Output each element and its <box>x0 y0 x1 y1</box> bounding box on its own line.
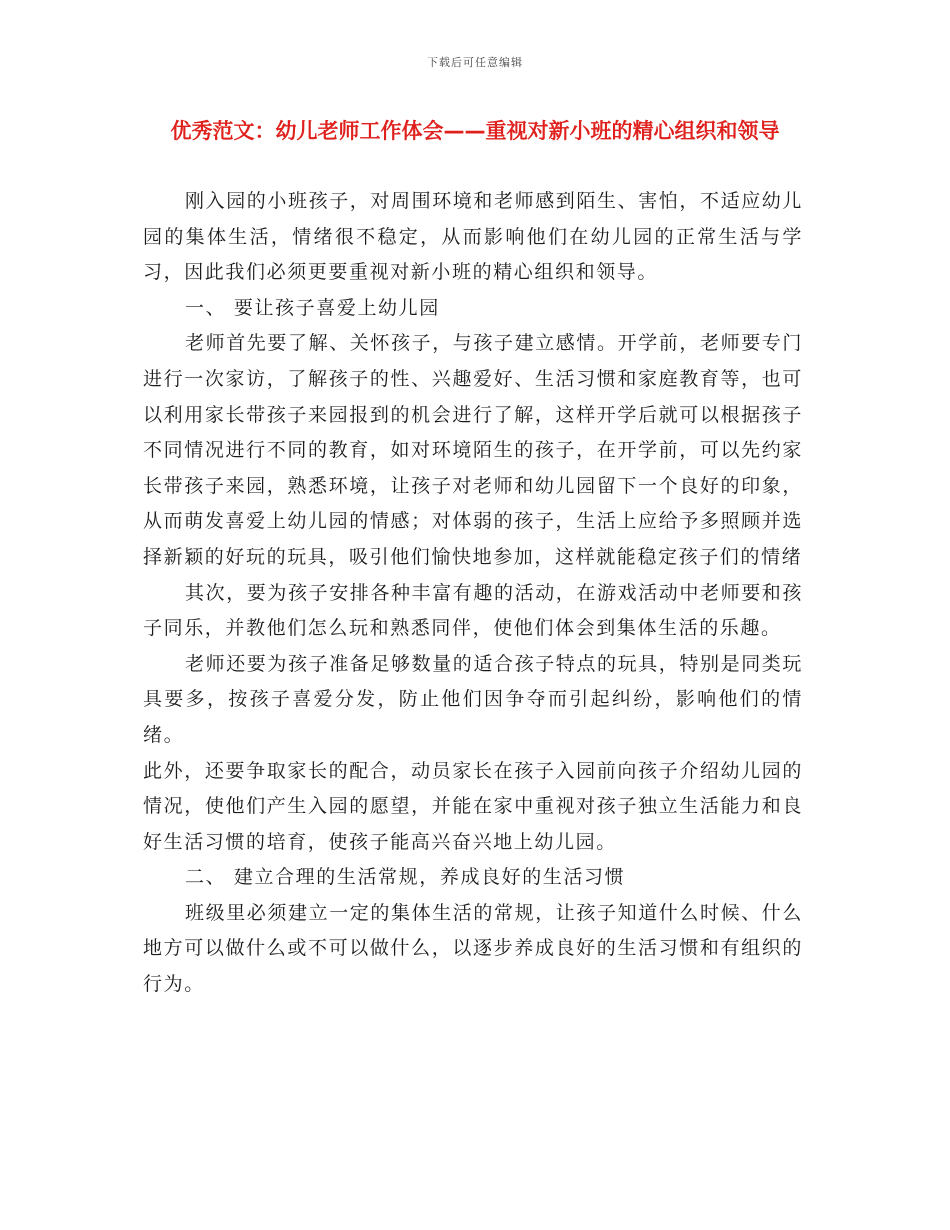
paragraph-intro: 刚入园的小班孩子，对周围环境和老师感到陌生、害怕，不适应幼儿园的集体生活，情绪很不稳定，从而影响他们在幼儿园的正常生活与学习，因此我们必须更要重视对新小班的精心组织和领导。 <box>143 190 804 284</box>
paragraph: 班级里必须建立一定的集体生活的常规，让孩子知道什么时候、什么地方可以做什么或不可以做什么，以逐步养成良好的生活习惯和有组织的行为。 <box>143 901 804 996</box>
paragraph: 老师首先要了解、关怀孩子，与孩子建立感情。开学前，老师要专门进行一次家访，了解孩子的性、兴趣爱好、生活习惯和家庭教育等，也可以利用家长带孩子来园报到的机会进行了解，这样开学后就可以根据孩子不同情况进行不同的教育，如对环境陌生的孩子，在开学前，可以先约家长带孩子来园，熟悉环境，让孩子对老师和幼儿园留下一个良好的印象，从而萌发喜爱上幼儿园的情感；对体弱的孩子，生活上应给予多照顾并选择新颖的好玩的玩具，吸引他们愉快地参加，这样就能稳定孩子们的情绪 <box>143 332 804 568</box>
document-title: 优秀范文：幼儿老师工作体会——重视对新小班的精心组织和领导 <box>170 119 780 143</box>
header-note: 下载后可任意编辑 <box>427 56 523 69</box>
section-heading-1: 一、 要让孩子喜爱上幼儿园 <box>185 296 440 319</box>
paragraph: 其次，要为孩子安排各种丰富有趣的活动，在游戏活动中老师要和孩子同乐，并教他们怎么玩和熟悉同伴，使他们体会到集体生活的乐趣。 <box>143 581 804 640</box>
document-body <box>143 184 803 1003</box>
section-heading-2: 二、 建立合理的生活常规，养成良好的生活习惯 <box>185 866 626 889</box>
paragraph: 此外，还要争取家长的配合，动员家长在孩子入园前向孩子介绍幼儿园的情况，使他们产生入园的愿望，并能在家中重视对孩子独立生活能力和良好生活习惯的培育，使孩子能高兴奋兴地上幼儿园。 <box>143 759 803 853</box>
paragraph: 老师还要为孩子准备足够数量的适合孩子特点的玩具，特别是同类玩具要多，按孩子喜爱分发，防止他们因争夺而引起纠纷，影响他们的情绪。 <box>143 652 804 746</box>
